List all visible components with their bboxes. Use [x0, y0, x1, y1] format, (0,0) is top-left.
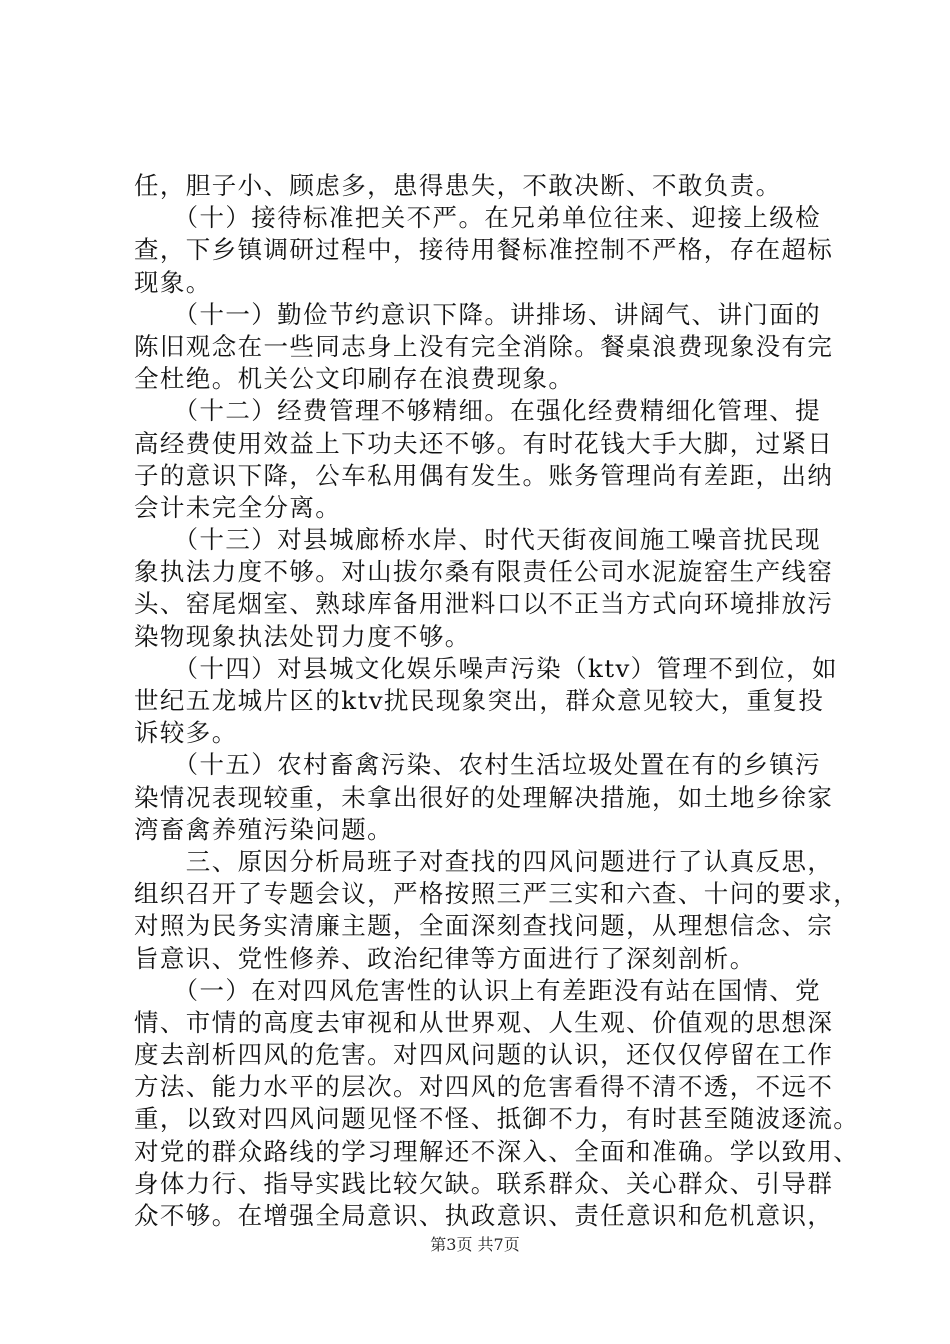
- text-line: 方法、能力水平的层次。对四风的危害看得不清不透，不远不: [134, 1072, 834, 1102]
- text-line: 世纪五龙城片区的ktv扰民现象突出，群众意见较大，重复投: [134, 686, 825, 715]
- page-footer: 第3页 共7页: [430, 1235, 520, 1254]
- text-line: 染物现象执法处罚力度不够。: [134, 621, 471, 651]
- text-line: 诉较多。: [134, 718, 238, 748]
- text-line: 现象。: [134, 267, 212, 297]
- text-line: 组织召开了专题会议，严格按照三严三实和六查、十问的要求，: [134, 879, 860, 909]
- text-line: 三、原因分析局班子对查找的四风问题进行了认真反思，: [134, 846, 834, 876]
- text-line: 子的意识下降，公车私用偶有发生。账务管理尚有差距，出纳: [134, 460, 834, 490]
- text-line: 身体力行、指导实践比较欠缺。联系群众、关心群众、引导群: [134, 1168, 834, 1198]
- text-line: 湾畜禽养殖污染问题。: [134, 814, 393, 844]
- text-line: （十一）勤俭节约意识下降。讲排场、讲阔气、讲门面的: [134, 299, 822, 329]
- text-line: 头、窑尾烟室、熟球库备用泄料口以不正当方式向环境排放污: [134, 589, 834, 619]
- text-line: 查，下乡镇调研过程中，接待用餐标准控制不严格，存在超标: [134, 235, 834, 265]
- text-line: （一）在对四风危害性的认识上有差距没有站在国情、党: [134, 975, 822, 1005]
- text-line: 对照为民务实清廉主题，全面深刻查找问题，从理想信念、宗: [134, 911, 834, 941]
- text-line: 全杜绝。机关公文印刷存在浪费现象。: [134, 364, 575, 394]
- text-line: （十五）农村畜禽污染、农村生活垃圾处置在有的乡镇污: [134, 750, 822, 780]
- text-line: （十三）对县城廊桥水岸、时代天街夜间施工噪音扰民现: [134, 525, 822, 555]
- text-line: 任，胆子小、顾虑多，患得患失，不敢决断、不敢负责。: [134, 171, 782, 200]
- text-line: （十二）经费管理不够精细。在强化经费精细化管理、提: [134, 396, 822, 426]
- text-line: （十）接待标准把关不严。在兄弟单位往来、迎接上级检: [134, 203, 822, 233]
- body-text: [134, 170, 860, 1232]
- text-line: （十四）对县城文化娱乐噪声污染（ktv）管理不到位，如: [134, 653, 838, 683]
- text-line: 重，以致对四风问题见怪不怪、抵御不力，有时甚至随波逐流。: [134, 1104, 860, 1134]
- text-line: 染情况表现较重，未拿出很好的处理解决措施，如土地乡徐家: [134, 782, 834, 812]
- text-line: 会计未完全分离。: [134, 492, 342, 522]
- text-line: 高经费使用效益上下功夫还不够。有时花钱大手大脚，过紧日: [134, 428, 834, 458]
- text-line: 对党的群众路线的学习理解还不深入、全面和准确。学以致用、: [134, 1136, 860, 1166]
- text-line: 象执法力度不够。对山拔尔桑有限责任公司水泥旋窑生产线窑: [134, 557, 834, 587]
- text-line: 旨意识、党性修养、政治纪律等方面进行了深刻剖析。: [134, 943, 756, 973]
- text-line: 度去剖析四风的危害。对四风问题的认识，还仅仅停留在工作: [134, 1040, 834, 1070]
- text-line: 众不够。在增强全局意识、执政意识、责任意识和危机意识，: [134, 1201, 834, 1230]
- text-line: 陈旧观念在一些同志身上没有完全消除。餐桌浪费现象没有完: [134, 331, 834, 361]
- text-line: 情、市情的高度去审视和从世界观、人生观、价值观的思想深: [134, 1007, 834, 1037]
